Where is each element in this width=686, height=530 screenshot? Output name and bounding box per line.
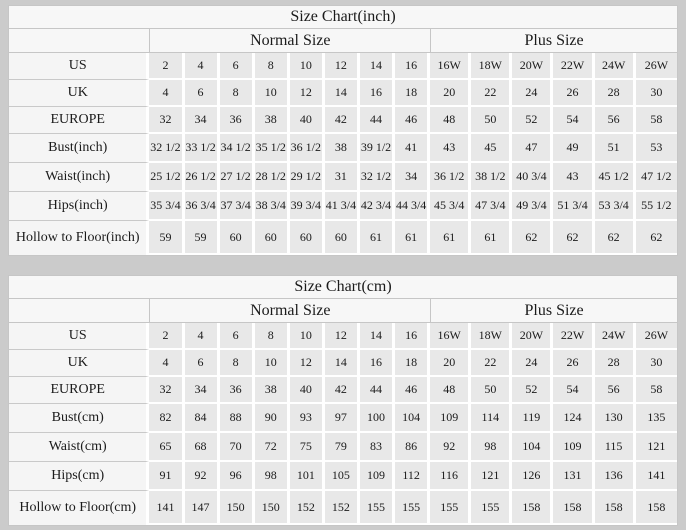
table-row — [9, 107, 677, 134]
size-cell: 147 — [185, 491, 220, 525]
size-cell: 60 — [325, 221, 360, 255]
size-cell: 41 — [395, 134, 430, 163]
size-cell: 84 — [185, 404, 220, 433]
size-cell: 30 — [636, 350, 677, 377]
size-cell: 46 — [395, 107, 430, 134]
size-cell: 31 — [325, 163, 360, 192]
size-cell: 24W — [595, 53, 636, 80]
table-row — [9, 221, 677, 255]
size-cell: 18 — [395, 350, 430, 377]
size-cell: 92 — [185, 462, 220, 491]
size-cell: 32 1/2 — [360, 163, 395, 192]
size-cell: 36 1/2 — [430, 163, 471, 192]
size-cell: 50 — [471, 107, 512, 134]
table-row — [9, 433, 677, 462]
size-cell: 52 — [512, 377, 553, 404]
corner-cell — [9, 29, 149, 53]
size-cell: 68 — [185, 433, 220, 462]
size-cell: 39 3/4 — [290, 192, 325, 221]
size-cell: 48 — [430, 107, 471, 134]
size-cell: 46 — [395, 377, 430, 404]
size-cell: 121 — [636, 433, 677, 462]
size-cell: 16W — [430, 53, 471, 80]
size-cell: 131 — [553, 462, 594, 491]
size-cell: 79 — [325, 433, 360, 462]
size-cell: 10 — [255, 80, 290, 107]
size-cell: 93 — [290, 404, 325, 433]
size-cell: 75 — [290, 433, 325, 462]
size-cell: 2 — [149, 53, 184, 80]
size-cell: 4 — [185, 323, 220, 350]
size-cell: 34 — [395, 163, 430, 192]
size-cell: 152 — [325, 491, 360, 525]
size-cell: 53 — [636, 134, 677, 163]
size-cell: 155 — [430, 491, 471, 525]
size-cell: 18W — [471, 323, 512, 350]
size-cell: 52 — [512, 107, 553, 134]
size-cell: 152 — [290, 491, 325, 525]
row-label: Hips(inch) — [9, 192, 149, 221]
size-cell: 109 — [430, 404, 471, 433]
size-cell: 40 — [290, 107, 325, 134]
row-label: US — [9, 53, 149, 80]
size-cell: 10 — [290, 323, 325, 350]
size-cell: 96 — [220, 462, 255, 491]
size-cell: 45 3/4 — [430, 192, 471, 221]
size-cell: 37 3/4 — [220, 192, 255, 221]
size-cell: 8 — [220, 80, 255, 107]
size-cell: 35 3/4 — [149, 192, 184, 221]
size-cell: 83 — [360, 433, 395, 462]
size-cell: 38 3/4 — [255, 192, 290, 221]
size-cell: 130 — [595, 404, 636, 433]
row-label: US — [9, 323, 149, 350]
size-cell: 59 — [185, 221, 220, 255]
size-cell: 61 — [471, 221, 512, 255]
size-cell: 10 — [255, 350, 290, 377]
size-cell: 42 — [325, 107, 360, 134]
plus-size-header: Plus Size — [430, 299, 677, 323]
size-cell: 2 — [149, 323, 184, 350]
size-cell: 50 — [471, 377, 512, 404]
size-cell: 53 3/4 — [595, 192, 636, 221]
size-cell: 91 — [149, 462, 184, 491]
size-cell: 12 — [290, 80, 325, 107]
size-cell: 155 — [471, 491, 512, 525]
size-cell: 8 — [255, 53, 290, 80]
size-cell: 36 1/2 — [290, 134, 325, 163]
size-cell: 115 — [595, 433, 636, 462]
size-cell: 25 1/2 — [149, 163, 184, 192]
size-cell: 16W — [430, 323, 471, 350]
size-cell: 41 3/4 — [325, 192, 360, 221]
size-cell: 14 — [325, 350, 360, 377]
row-label: Waist(inch) — [9, 163, 149, 192]
table-row — [9, 350, 677, 377]
table-row — [9, 404, 677, 433]
row-label: Hollow to Floor(inch) — [9, 221, 149, 255]
size-cell: 62 — [595, 221, 636, 255]
size-cell: 6 — [185, 80, 220, 107]
table-title-row — [9, 6, 677, 29]
size-cell: 59 — [149, 221, 184, 255]
normal-size-header: Normal Size — [149, 29, 430, 53]
size-cell: 124 — [553, 404, 594, 433]
size-cell: 43 — [430, 134, 471, 163]
table-row — [9, 377, 677, 404]
table-row — [9, 462, 677, 491]
size-cell: 88 — [220, 404, 255, 433]
size-cell: 42 3/4 — [360, 192, 395, 221]
size-cell: 30 — [636, 80, 677, 107]
size-cell: 24W — [595, 323, 636, 350]
row-label: UK — [9, 80, 149, 107]
size-cell: 6 — [220, 323, 255, 350]
size-cell: 62 — [512, 221, 553, 255]
size-cell: 126 — [512, 462, 553, 491]
size-cell: 6 — [185, 350, 220, 377]
size-cell: 58 — [636, 377, 677, 404]
size-cell: 45 — [471, 134, 512, 163]
size-chart-inch-table — [8, 5, 678, 256]
corner-cell — [9, 299, 149, 323]
size-cell: 20W — [512, 323, 553, 350]
row-label: Hollow to Floor(cm) — [9, 491, 149, 525]
size-cell: 20W — [512, 53, 553, 80]
size-cell: 141 — [149, 491, 184, 525]
size-cell: 4 — [185, 53, 220, 80]
size-cell: 49 — [553, 134, 594, 163]
size-cell: 10 — [290, 53, 325, 80]
row-label: EUROPE — [9, 107, 149, 134]
size-cell: 135 — [636, 404, 677, 433]
size-cell: 33 1/2 — [185, 134, 220, 163]
size-cell: 48 — [430, 377, 471, 404]
size-cell: 100 — [360, 404, 395, 433]
size-cell: 44 — [360, 107, 395, 134]
size-cell: 16 — [395, 323, 430, 350]
size-cell: 16 — [360, 80, 395, 107]
size-cell: 98 — [471, 433, 512, 462]
size-cell: 40 — [290, 377, 325, 404]
size-cell: 119 — [512, 404, 553, 433]
size-cell: 4 — [149, 350, 184, 377]
size-cell: 34 1/2 — [220, 134, 255, 163]
size-cell: 49 3/4 — [512, 192, 553, 221]
size-cell: 60 — [290, 221, 325, 255]
size-cell: 98 — [255, 462, 290, 491]
table-row — [9, 192, 677, 221]
size-cell: 36 3/4 — [185, 192, 220, 221]
size-cell: 28 — [595, 350, 636, 377]
size-cell: 54 — [553, 377, 594, 404]
size-cell: 101 — [290, 462, 325, 491]
size-cell: 12 — [325, 323, 360, 350]
size-cell: 136 — [595, 462, 636, 491]
size-cell: 16 — [395, 53, 430, 80]
row-label: Hips(cm) — [9, 462, 149, 491]
size-cell: 14 — [325, 80, 360, 107]
size-cell: 38 — [325, 134, 360, 163]
size-cell: 61 — [395, 221, 430, 255]
size-cell: 121 — [471, 462, 512, 491]
size-cell: 39 1/2 — [360, 134, 395, 163]
size-cell: 36 — [220, 107, 255, 134]
row-label: Waist(cm) — [9, 433, 149, 462]
size-cell: 28 — [595, 80, 636, 107]
size-cell: 22W — [553, 53, 594, 80]
size-cell: 56 — [595, 377, 636, 404]
row-label: Bust(inch) — [9, 134, 149, 163]
row-label: EUROPE — [9, 377, 149, 404]
size-cell: 47 — [512, 134, 553, 163]
size-cell: 26 — [553, 350, 594, 377]
row-label: Bust(cm) — [9, 404, 149, 433]
size-cell: 22W — [553, 323, 594, 350]
size-cell: 158 — [595, 491, 636, 525]
size-cell: 62 — [553, 221, 594, 255]
size-cell: 55 1/2 — [636, 192, 677, 221]
size-cell: 158 — [512, 491, 553, 525]
size-cell: 4 — [149, 80, 184, 107]
size-cell: 26 — [553, 80, 594, 107]
size-cell: 150 — [220, 491, 255, 525]
size-cell: 20 — [430, 80, 471, 107]
size-cell: 62 — [636, 221, 677, 255]
size-cell: 47 1/2 — [636, 163, 677, 192]
size-cell: 58 — [636, 107, 677, 134]
size-cell: 18W — [471, 53, 512, 80]
size-cell: 86 — [395, 433, 430, 462]
size-cell: 22 — [471, 350, 512, 377]
size-cell: 158 — [636, 491, 677, 525]
size-cell: 44 — [360, 377, 395, 404]
size-cell: 22 — [471, 80, 512, 107]
size-cell: 32 1/2 — [149, 134, 184, 163]
table-row — [9, 491, 677, 525]
size-cell: 38 — [255, 107, 290, 134]
size-cell: 109 — [553, 433, 594, 462]
size-cell: 12 — [290, 350, 325, 377]
size-cell: 24 — [512, 350, 553, 377]
size-cell: 42 — [325, 377, 360, 404]
size-cell: 14 — [360, 53, 395, 80]
table-row — [9, 163, 677, 192]
size-cell: 47 3/4 — [471, 192, 512, 221]
size-cell: 51 — [595, 134, 636, 163]
table-title: Size Chart(inch) — [9, 6, 677, 29]
size-cell: 18 — [395, 80, 430, 107]
size-cell: 116 — [430, 462, 471, 491]
size-cell: 56 — [595, 107, 636, 134]
table-row — [9, 53, 677, 80]
size-cell: 35 1/2 — [255, 134, 290, 163]
size-cell: 27 1/2 — [220, 163, 255, 192]
plus-size-header: Plus Size — [430, 29, 677, 53]
size-cell: 32 — [149, 107, 184, 134]
size-cell: 97 — [325, 404, 360, 433]
size-cell: 158 — [553, 491, 594, 525]
size-cell: 82 — [149, 404, 184, 433]
size-cell: 44 3/4 — [395, 192, 430, 221]
size-cell: 16 — [360, 350, 395, 377]
size-cell: 12 — [325, 53, 360, 80]
size-cell: 8 — [255, 323, 290, 350]
size-cell: 61 — [360, 221, 395, 255]
size-cell: 36 — [220, 377, 255, 404]
size-cell: 34 — [185, 107, 220, 134]
size-cell: 61 — [430, 221, 471, 255]
size-cell: 105 — [325, 462, 360, 491]
size-cell: 109 — [360, 462, 395, 491]
size-cell: 65 — [149, 433, 184, 462]
size-cell: 155 — [395, 491, 430, 525]
table-row — [9, 80, 677, 107]
size-cell: 60 — [220, 221, 255, 255]
size-cell: 51 3/4 — [553, 192, 594, 221]
size-cell: 60 — [255, 221, 290, 255]
normal-size-header: Normal Size — [149, 299, 430, 323]
size-cell: 104 — [395, 404, 430, 433]
size-cell: 92 — [430, 433, 471, 462]
size-cell: 40 3/4 — [512, 163, 553, 192]
size-chart-cm-table — [8, 275, 678, 526]
table-row — [9, 134, 677, 163]
table-title: Size Chart(cm) — [9, 276, 677, 299]
size-cell: 141 — [636, 462, 677, 491]
size-cell: 29 1/2 — [290, 163, 325, 192]
size-group-header-row — [9, 299, 677, 323]
size-cell: 32 — [149, 377, 184, 404]
size-cell: 45 1/2 — [595, 163, 636, 192]
size-group-header-row — [9, 29, 677, 53]
size-cell: 38 — [255, 377, 290, 404]
size-cell: 6 — [220, 53, 255, 80]
table-title-row — [9, 276, 677, 299]
size-cell: 104 — [512, 433, 553, 462]
size-cell: 155 — [360, 491, 395, 525]
size-cell: 26W — [636, 323, 677, 350]
size-cell: 26 1/2 — [185, 163, 220, 192]
size-cell: 34 — [185, 377, 220, 404]
size-cell: 70 — [220, 433, 255, 462]
size-cell: 20 — [430, 350, 471, 377]
size-cell: 24 — [512, 80, 553, 107]
size-cell: 38 1/2 — [471, 163, 512, 192]
size-cell: 8 — [220, 350, 255, 377]
size-cell: 43 — [553, 163, 594, 192]
size-cell: 26W — [636, 53, 677, 80]
size-cell: 28 1/2 — [255, 163, 290, 192]
size-cell: 90 — [255, 404, 290, 433]
size-cell: 14 — [360, 323, 395, 350]
table-row — [9, 323, 677, 350]
size-cell: 114 — [471, 404, 512, 433]
row-label: UK — [9, 350, 149, 377]
size-cell: 150 — [255, 491, 290, 525]
size-cell: 72 — [255, 433, 290, 462]
size-cell: 54 — [553, 107, 594, 134]
size-cell: 112 — [395, 462, 430, 491]
